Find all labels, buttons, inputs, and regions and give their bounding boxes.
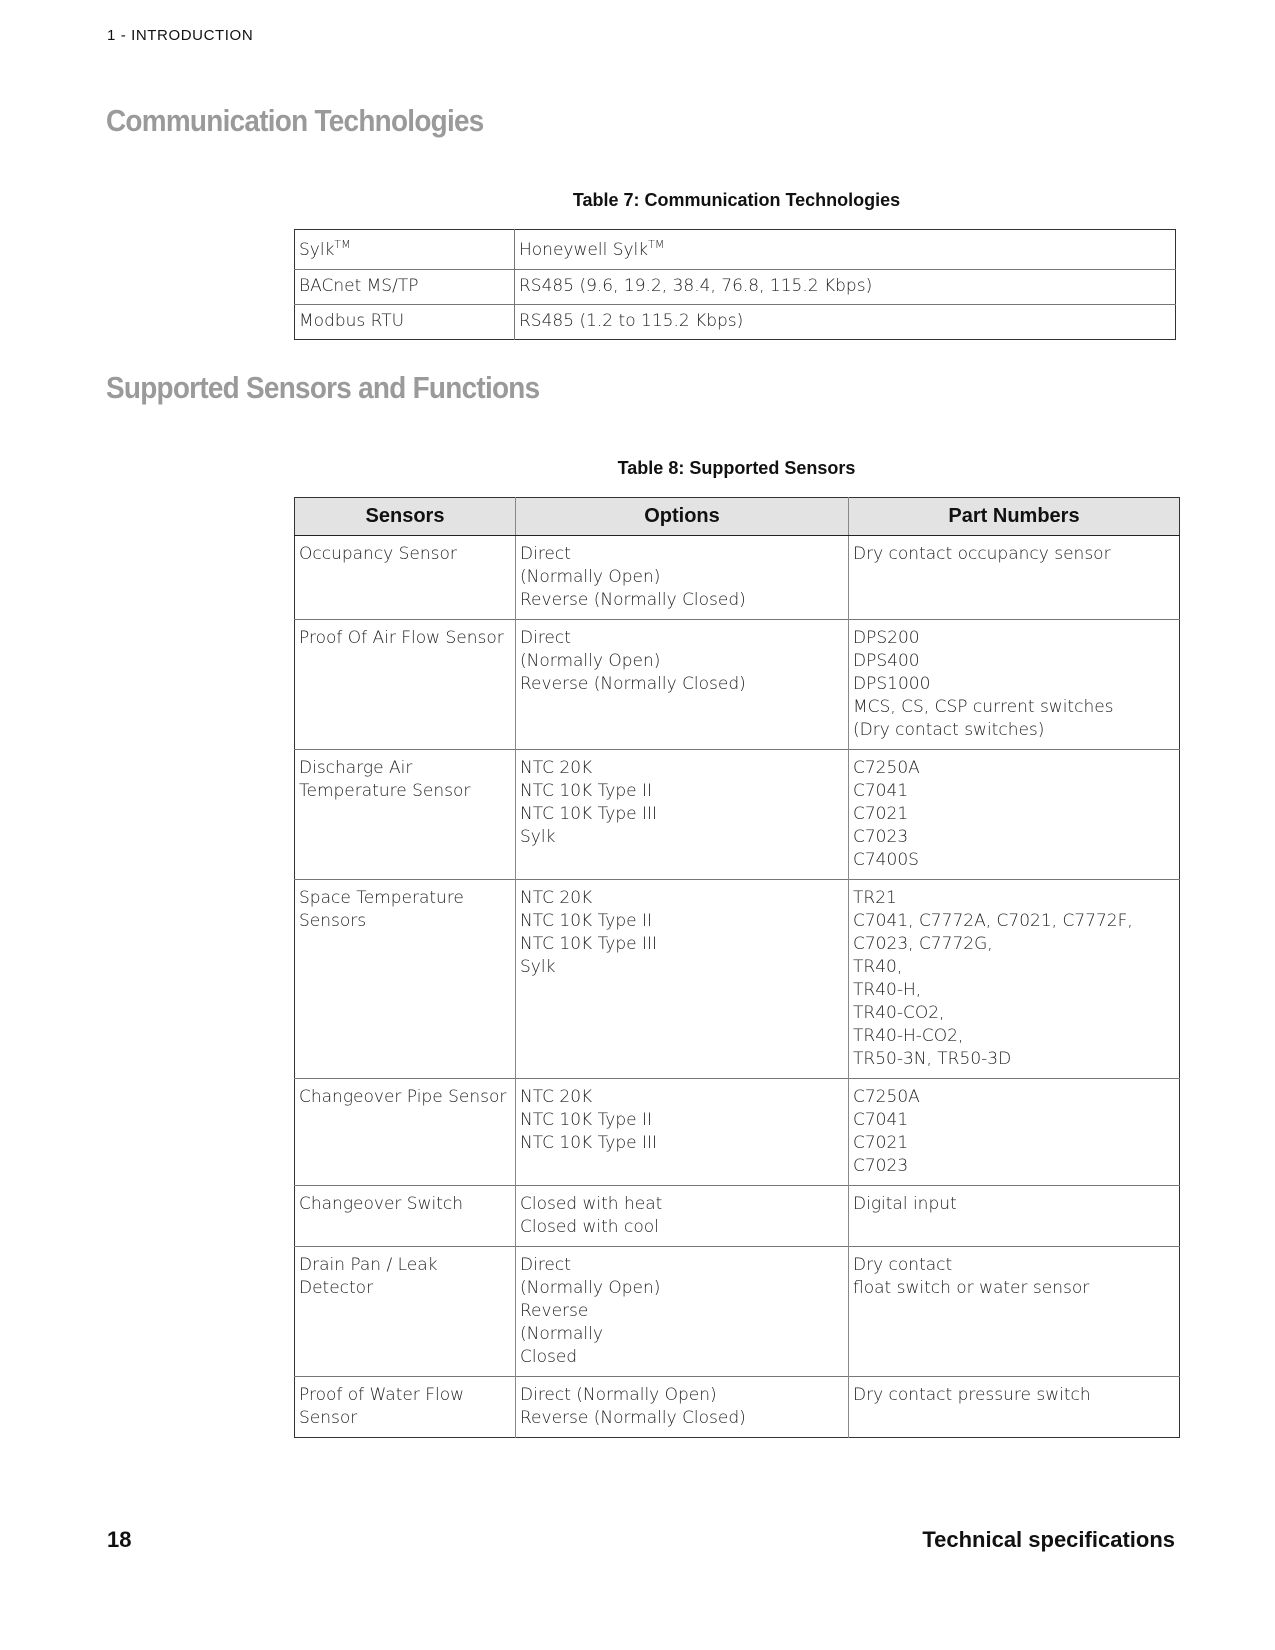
table-row [295, 620, 1180, 750]
option-line: NTC 10K Type III [520, 804, 658, 824]
table-row [295, 1377, 1180, 1438]
protocol-description: RS485 (1.2 to 115.2 Kbps) [519, 311, 744, 331]
column-header-options: Options [516, 498, 849, 536]
part-number-line: DPS1000 [853, 674, 931, 694]
options-cell [516, 880, 849, 1079]
options-cell [516, 1247, 849, 1377]
table-row [295, 270, 1176, 305]
part-number-line: TR40-H-CO2, [853, 1026, 964, 1046]
option-line: NTC 20K [520, 1087, 593, 1107]
option-line: (Normally [520, 1324, 603, 1344]
option-line: Direct [520, 1255, 571, 1275]
table-row [295, 750, 1180, 880]
sensor-name-line: Changeover Switch [299, 1194, 464, 1214]
table-8-caption: Table 8: Supported Sensors [617, 458, 856, 478]
part-number-line: Dry contact [853, 1255, 953, 1275]
sensor-name-line: Discharge Air [299, 758, 413, 778]
sensor-cell [295, 1186, 516, 1247]
part-number-line: MCS, CS, CSP current switches [853, 697, 1114, 717]
part-number-line: C7250A [853, 1087, 920, 1107]
table-row [295, 1247, 1180, 1377]
protocol-cell [295, 305, 515, 340]
supported-sensors-table [294, 497, 1180, 1438]
running-header: 1 - INTRODUCTION [107, 27, 254, 44]
option-line: Closed with heat [520, 1194, 663, 1214]
protocol-name: Modbus RTU [299, 311, 405, 331]
part-number-line: Dry contact pressure switch [853, 1385, 1091, 1405]
sensor-name-line: Drain Pan / Leak [299, 1255, 438, 1275]
table-row [295, 305, 1176, 340]
part-number-line: (Dry contact switches) [853, 720, 1045, 740]
part-number-line: C7400S [853, 850, 919, 870]
part-numbers-cell [849, 620, 1180, 750]
part-numbers-cell [849, 1247, 1180, 1377]
options-cell [516, 620, 849, 750]
protocol-cell [295, 270, 515, 305]
sensor-cell [295, 1247, 516, 1377]
table-row [295, 536, 1180, 620]
option-line: Reverse (Normally Closed) [520, 1408, 746, 1428]
part-number-line: DPS200 [853, 628, 920, 648]
part-number-line: TR50-3N, TR50-3D [853, 1049, 1012, 1069]
option-line: NTC 20K [520, 758, 593, 778]
part-number-line: C7041 [853, 1110, 909, 1130]
option-line: NTC 10K Type II [520, 1110, 653, 1130]
part-number-line: TR21 [853, 888, 897, 908]
part-numbers-cell [849, 1186, 1180, 1247]
options-cell [516, 536, 849, 620]
part-numbers-cell [849, 1377, 1180, 1438]
options-cell [516, 1186, 849, 1247]
part-number-line: TR40-H, [853, 980, 922, 1000]
part-number-line: C7250A [853, 758, 920, 778]
protocol-cell [295, 230, 515, 270]
sensor-cell [295, 750, 516, 880]
part-number-line: DPS400 [853, 651, 920, 671]
part-number-line: TR40, [853, 957, 903, 977]
sensor-name-line: Sensor [299, 1408, 358, 1428]
part-numbers-cell [849, 750, 1180, 880]
option-line: Sylk [520, 827, 556, 847]
sensor-name-line: Sensors [299, 911, 367, 931]
part-number-line: C7023, C7772G, [853, 934, 993, 954]
footer-title: Technical specifications [922, 1527, 1175, 1552]
option-line: Direct (Normally Open) [520, 1385, 717, 1405]
communication-technologies-table [294, 229, 1176, 340]
part-number-line: C7021 [853, 1133, 909, 1153]
sensor-cell [295, 620, 516, 750]
option-line: Reverse (Normally Closed) [520, 674, 746, 694]
table-row [295, 1186, 1180, 1247]
sensor-cell [295, 880, 516, 1079]
part-number-line: C7041, C7772A, C7021, C7772F, [853, 911, 1133, 931]
part-numbers-cell [849, 880, 1180, 1079]
option-line: Direct [520, 628, 571, 648]
sensor-name-line: Space Temperature [299, 888, 464, 908]
option-line: Closed with cool [520, 1217, 659, 1237]
protocol-description: Honeywell Sylk [519, 240, 649, 260]
section-title-sensors: Supported Sensors and Functions [106, 370, 540, 405]
protocol-name: Sylk [299, 240, 335, 260]
trademark-mark: TM [648, 238, 665, 251]
part-numbers-cell [849, 1079, 1180, 1186]
option-line: NTC 10K Type II [520, 911, 653, 931]
option-line: Sylk [520, 957, 556, 977]
sensor-name-line: Temperature Sensor [299, 781, 471, 801]
description-cell [515, 270, 1176, 305]
column-header-sensors: Sensors [295, 498, 516, 536]
option-line: (Normally Open) [520, 567, 661, 587]
description-cell [515, 230, 1176, 270]
sensor-name-line: Detector [299, 1278, 374, 1298]
sensor-name-line: Changeover Pipe Sensor [299, 1087, 507, 1107]
trademark-mark: TM [334, 238, 351, 251]
option-line: NTC 10K Type III [520, 934, 658, 954]
part-number-line: C7023 [853, 827, 909, 847]
options-cell [516, 1377, 849, 1438]
part-number-line: TR40-CO2, [853, 1003, 945, 1023]
part-number-line: C7023 [853, 1156, 909, 1176]
option-line: Reverse (Normally Closed) [520, 590, 746, 610]
page-number: 18 [107, 1527, 132, 1552]
protocol-name: BACnet MS/TP [299, 276, 419, 296]
option-line: NTC 10K Type III [520, 1133, 658, 1153]
option-line: NTC 20K [520, 888, 593, 908]
part-number-line: Dry contact occupancy sensor [853, 544, 1111, 564]
sensor-cell [295, 1079, 516, 1186]
option-line: (Normally Open) [520, 1278, 661, 1298]
option-line: NTC 10K Type II [520, 781, 653, 801]
section-title-communication: Communication Technologies [106, 103, 484, 138]
option-line: Reverse [520, 1301, 589, 1321]
sensor-cell [295, 1377, 516, 1438]
option-line: (Normally Open) [520, 651, 661, 671]
table-row [295, 230, 1176, 270]
part-number-line: C7021 [853, 804, 909, 824]
options-cell [516, 750, 849, 880]
sensor-name-line: Proof Of Air Flow Sensor [299, 628, 504, 648]
part-numbers-cell [849, 536, 1180, 620]
table-header-row [295, 498, 1180, 536]
part-number-line: C7041 [853, 781, 909, 801]
part-number-line: Digital input [853, 1194, 957, 1214]
sensor-name-line: Occupancy Sensor [299, 544, 457, 564]
option-line: Closed [520, 1347, 578, 1367]
options-cell [516, 1079, 849, 1186]
sensor-cell [295, 536, 516, 620]
column-header-part-numbers: Part Numbers [849, 498, 1180, 536]
sensor-name-line: Proof of Water Flow [299, 1385, 465, 1405]
option-line: Direct [520, 544, 571, 564]
table-7-caption: Table 7: Communication Technologies [572, 190, 901, 210]
protocol-description: RS485 (9.6, 19.2, 38.4, 76.8, 115.2 Kbps) [519, 276, 873, 296]
description-cell [515, 305, 1176, 340]
part-number-line: float switch or water sensor [853, 1278, 1090, 1298]
table-row [295, 880, 1180, 1079]
table-row [295, 1079, 1180, 1186]
